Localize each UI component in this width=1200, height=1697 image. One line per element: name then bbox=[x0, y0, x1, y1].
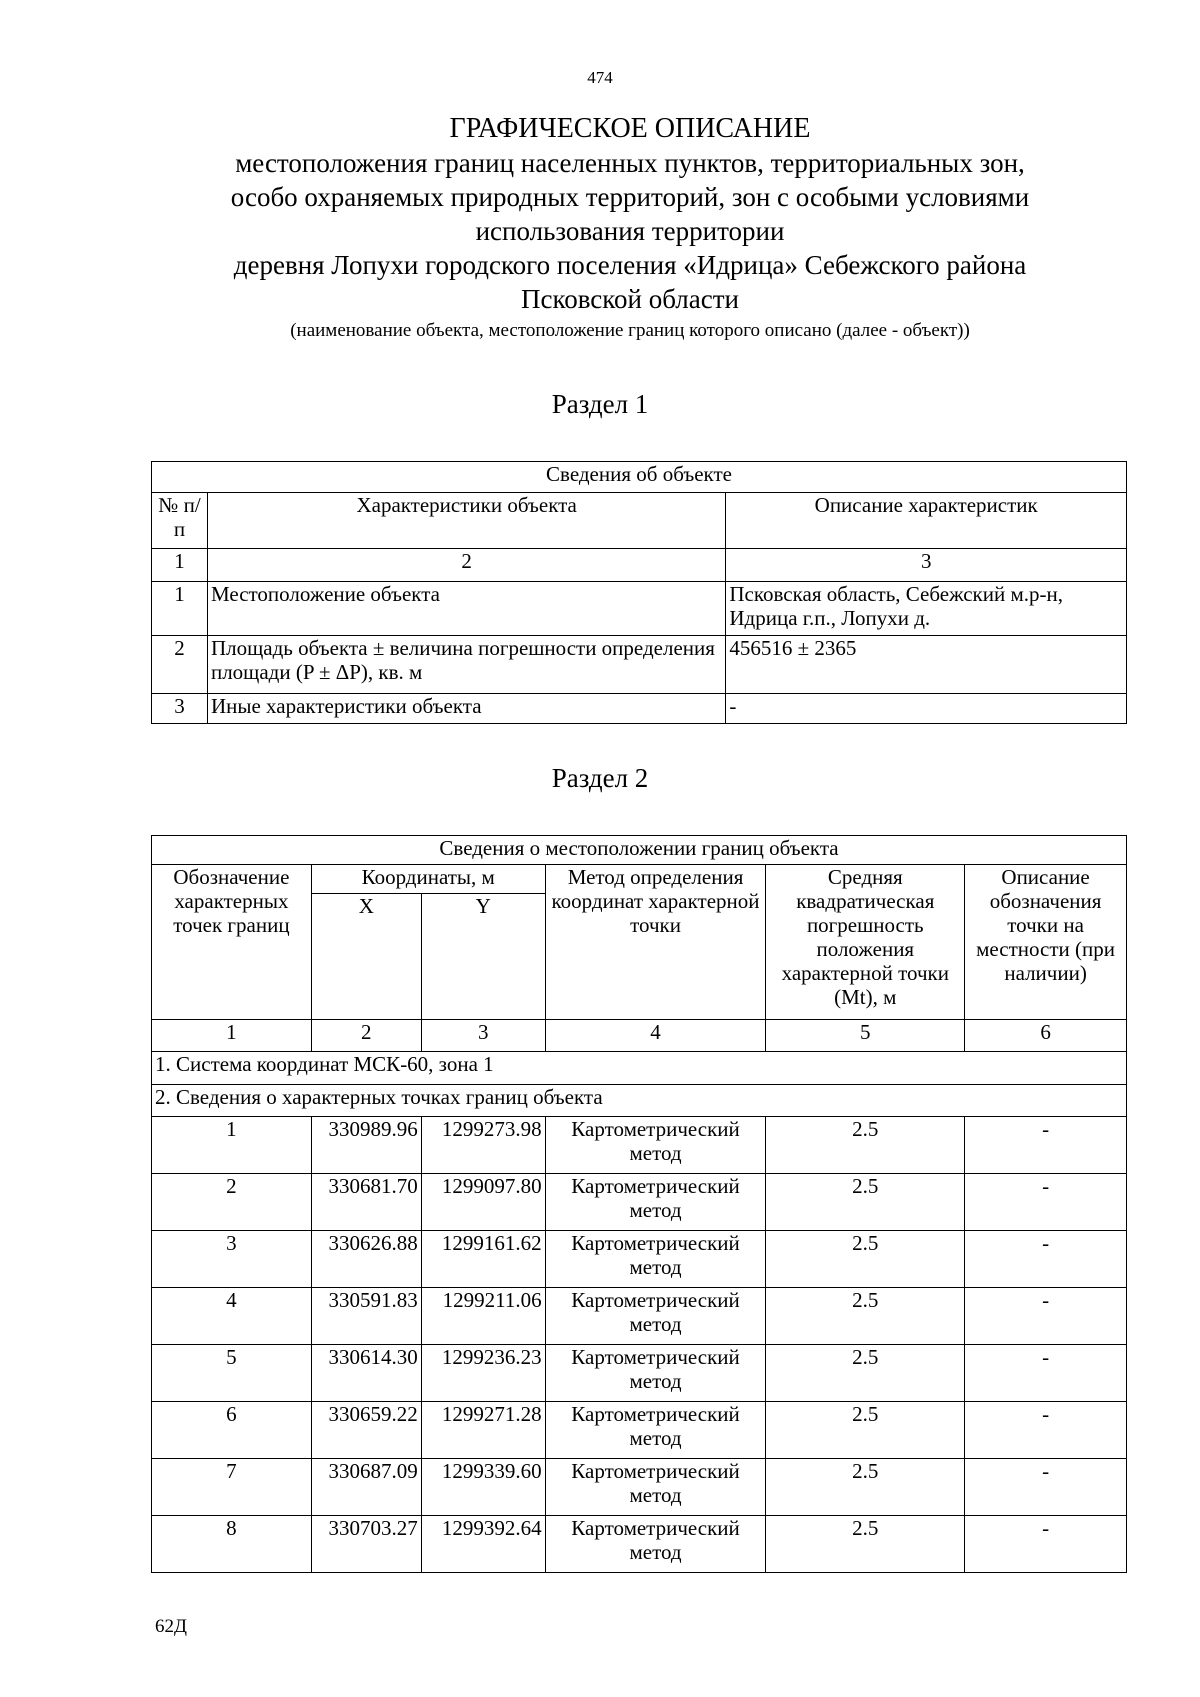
table-row bbox=[152, 1516, 1127, 1573]
point-number: 2 bbox=[152, 1174, 312, 1231]
title-line: местоположения границ населенных пунктов, территориальных зон, bbox=[235, 148, 1025, 178]
point-description: - bbox=[965, 1459, 1127, 1516]
col-header-designation: Обозначение характерных точек границ bbox=[152, 865, 312, 1020]
point-method: Картометрический метод bbox=[545, 1117, 766, 1174]
point-description: - bbox=[965, 1402, 1127, 1459]
col-header-method: Метод определения координат характерной точки bbox=[545, 865, 766, 1020]
col-number: 1 bbox=[152, 1020, 312, 1052]
point-x: 330687.09 bbox=[311, 1459, 421, 1516]
coordinate-system-row: 1. Система координат МСК-60, зона 1 bbox=[152, 1052, 1127, 1085]
point-number: 8 bbox=[152, 1516, 312, 1573]
point-x: 330989.96 bbox=[311, 1117, 421, 1174]
row-description: 456516 ± 2365 bbox=[726, 636, 1127, 694]
table-row bbox=[152, 636, 1127, 694]
point-method: Картометрический метод bbox=[545, 1459, 766, 1516]
point-number: 4 bbox=[152, 1288, 312, 1345]
point-error: 2.5 bbox=[766, 1117, 965, 1174]
col-number: 6 bbox=[965, 1020, 1127, 1052]
col-number: 3 bbox=[726, 549, 1127, 582]
point-x: 330626.88 bbox=[311, 1231, 421, 1288]
point-y: 1299097.80 bbox=[421, 1174, 545, 1231]
row-number: 2 bbox=[152, 636, 208, 694]
point-y: 1299161.62 bbox=[421, 1231, 545, 1288]
boundary-points-table bbox=[151, 835, 1127, 1573]
point-y: 1299273.98 bbox=[421, 1117, 545, 1174]
col-number: 2 bbox=[207, 549, 725, 582]
point-error: 2.5 bbox=[766, 1174, 965, 1231]
point-y: 1299392.64 bbox=[421, 1516, 545, 1573]
col-number: 3 bbox=[421, 1020, 545, 1052]
table-row bbox=[152, 1345, 1127, 1402]
col-number: 4 bbox=[545, 1020, 766, 1052]
point-y: 1299271.28 bbox=[421, 1402, 545, 1459]
table-row bbox=[152, 694, 1127, 724]
row-number: 3 bbox=[152, 694, 208, 724]
table-row bbox=[152, 582, 1127, 636]
section1-heading: Раздел 1 bbox=[551, 389, 649, 419]
page-number: 474 bbox=[587, 68, 613, 87]
points-header-row: 2. Сведения о характерных точках границ объекта bbox=[152, 1085, 1127, 1117]
point-error: 2.5 bbox=[766, 1288, 965, 1345]
point-method: Картометрический метод bbox=[545, 1402, 766, 1459]
col-header-number: № п/п bbox=[152, 493, 208, 549]
row-characteristic: Площадь объекта ± величина погрешности определения площади (P ± ΔP), кв. м bbox=[207, 636, 725, 694]
col-header-y: Y bbox=[421, 894, 545, 1020]
point-error: 2.5 bbox=[766, 1516, 965, 1573]
col-header-characteristic: Характеристики объекта bbox=[207, 493, 725, 549]
row-number: 1 bbox=[152, 582, 208, 636]
point-x: 330703.27 bbox=[311, 1516, 421, 1573]
col-header-x: X bbox=[311, 894, 421, 1020]
point-y: 1299339.60 bbox=[421, 1459, 545, 1516]
point-method: Картометрический метод bbox=[545, 1345, 766, 1402]
point-x: 330681.70 bbox=[311, 1174, 421, 1231]
point-description: - bbox=[965, 1231, 1127, 1288]
row-characteristic: Иные характеристики объекта bbox=[207, 694, 725, 724]
title-block bbox=[150, 112, 1110, 344]
table-row bbox=[152, 1288, 1127, 1345]
title-line: Псковской области bbox=[520, 284, 739, 314]
point-error: 2.5 bbox=[766, 1231, 965, 1288]
title-line: использования территории bbox=[475, 216, 785, 246]
object-info-table bbox=[151, 461, 1127, 724]
section2-heading: Раздел 2 bbox=[551, 763, 649, 793]
point-description: - bbox=[965, 1117, 1127, 1174]
point-y: 1299211.06 bbox=[421, 1288, 545, 1345]
title-line: особо охраняемых природных территорий, зон с особыми условиями bbox=[230, 182, 1030, 212]
point-y: 1299236.23 bbox=[421, 1345, 545, 1402]
point-description: - bbox=[965, 1288, 1127, 1345]
point-description: - bbox=[965, 1345, 1127, 1402]
point-description: - bbox=[965, 1174, 1127, 1231]
col-number: 1 bbox=[152, 549, 208, 582]
col-number: 2 bbox=[311, 1020, 421, 1052]
point-error: 2.5 bbox=[766, 1402, 965, 1459]
table-row bbox=[152, 1402, 1127, 1459]
point-method: Картометрический метод bbox=[545, 1516, 766, 1573]
point-error: 2.5 bbox=[766, 1345, 965, 1402]
point-x: 330614.30 bbox=[311, 1345, 421, 1402]
col-header-error: Средняя квадратическая погрешность положения характерной точки (Mt), м bbox=[766, 865, 965, 1020]
row-characteristic: Местоположение объекта bbox=[207, 582, 725, 636]
table-row bbox=[152, 1117, 1127, 1174]
point-number: 1 bbox=[152, 1117, 312, 1174]
point-number: 6 bbox=[152, 1402, 312, 1459]
table-row bbox=[152, 1459, 1127, 1516]
col-header-coordinates: Координаты, м bbox=[311, 865, 545, 894]
point-method: Картометрический метод bbox=[545, 1288, 766, 1345]
row-description: - bbox=[726, 694, 1127, 724]
document-title: ГРАФИЧЕСКОЕ ОПИСАНИЕ bbox=[449, 113, 811, 144]
row-description: Псковская область, Себежский м.р-н, Идрица г.п., Лопухи д. bbox=[726, 582, 1127, 636]
title-note: (наименование объекта, местоположение границ которого описано (далее - объект)) bbox=[290, 320, 970, 341]
point-x: 330659.22 bbox=[311, 1402, 421, 1459]
point-number: 3 bbox=[152, 1231, 312, 1288]
table-row bbox=[152, 1231, 1127, 1288]
point-error: 2.5 bbox=[766, 1459, 965, 1516]
point-method: Картометрический метод bbox=[545, 1231, 766, 1288]
point-number: 5 bbox=[152, 1345, 312, 1402]
title-line: деревня Лопухи городского поселения «Идрица» Себежского района bbox=[233, 250, 1027, 280]
footer-code: 62Д bbox=[155, 1616, 187, 1637]
point-x: 330591.83 bbox=[311, 1288, 421, 1345]
table-title: Сведения об объекте bbox=[152, 462, 1127, 493]
point-description: - bbox=[965, 1516, 1127, 1573]
col-number: 5 bbox=[766, 1020, 965, 1052]
table-title: Сведения о местоположении границ объекта bbox=[152, 836, 1127, 865]
point-number: 7 bbox=[152, 1459, 312, 1516]
point-method: Картометрический метод bbox=[545, 1174, 766, 1231]
table-row bbox=[152, 1174, 1127, 1231]
col-header-description: Описание обозначения точки на местности (при наличии) bbox=[965, 865, 1127, 1020]
col-header-description: Описание характеристик bbox=[726, 493, 1127, 549]
